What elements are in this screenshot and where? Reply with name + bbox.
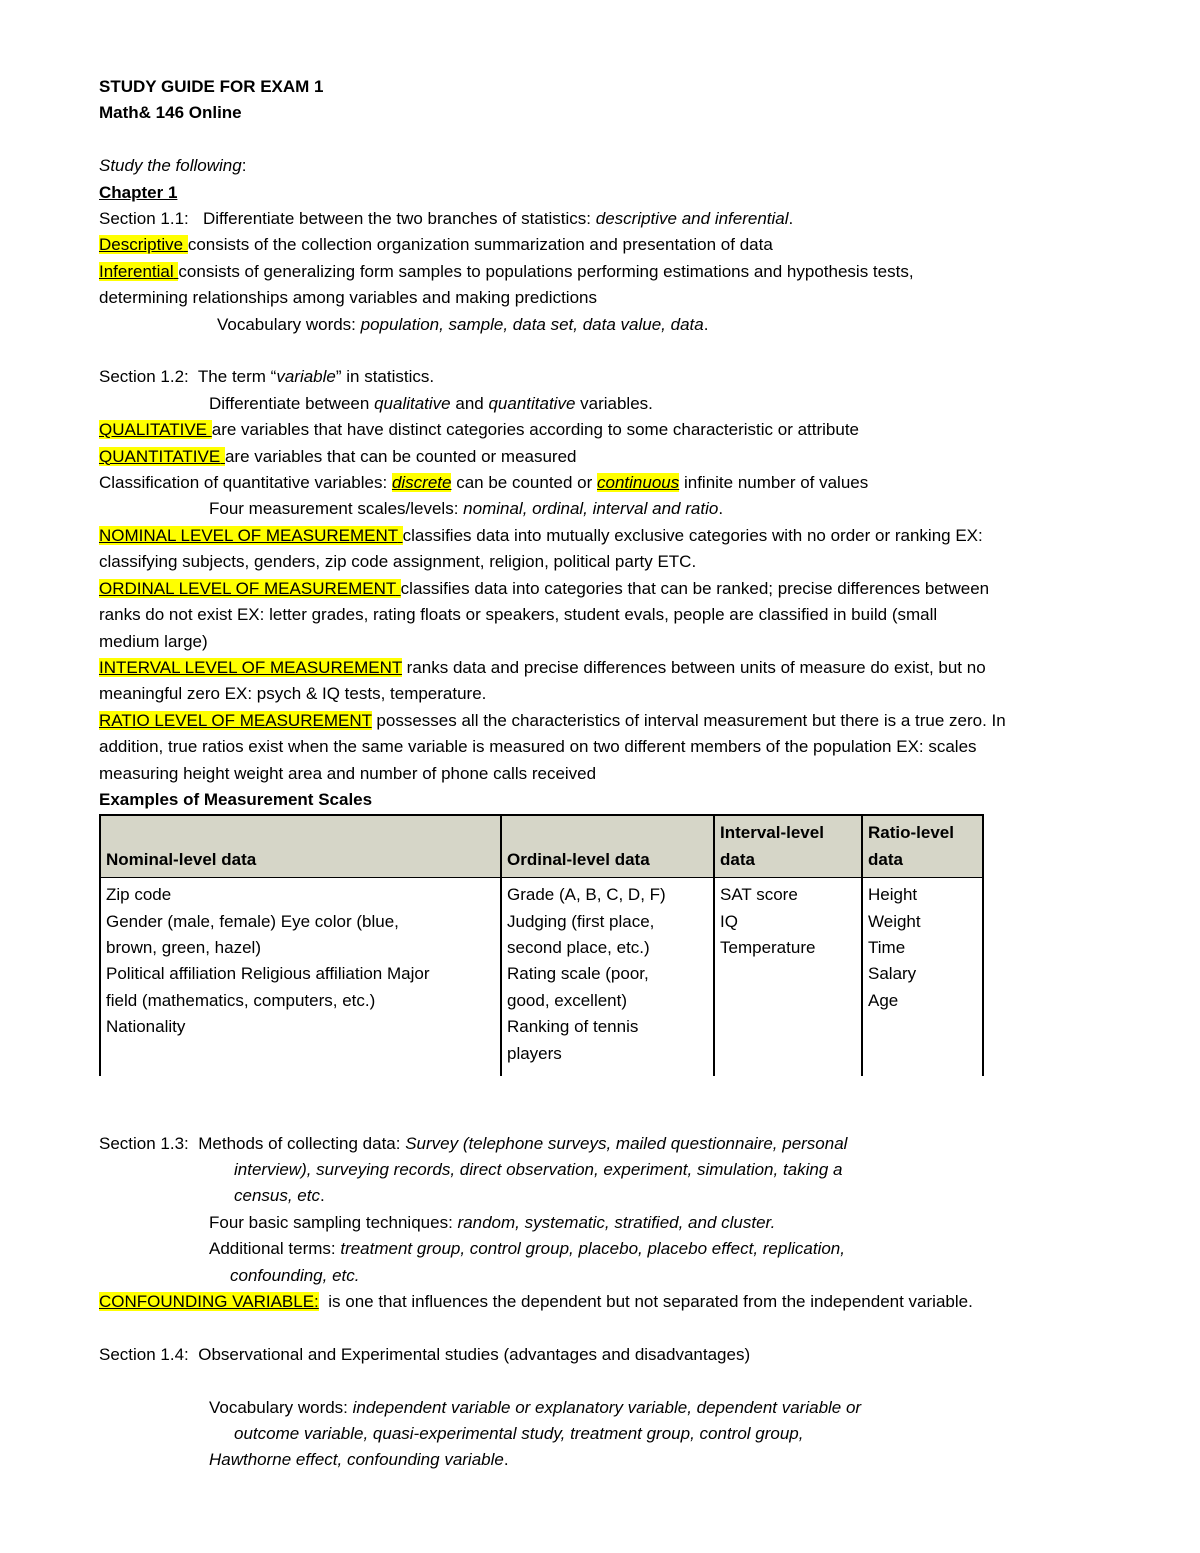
discrete-term: discrete [391,473,452,493]
inferential-term: Inferential [99,261,174,281]
measurement-scales-table [99,814,984,1076]
section-1-3-line: Section 1.3: Methods of collecting data: Survey (telephone surveys, mailed questionnaire, personal [99,1133,848,1153]
table-header-row [100,815,983,877]
ratio-term: RATIO LEVEL OF MEASUREMENT [99,710,372,730]
ordinal-definition-cont2: medium large) [99,631,208,651]
measurement-scales-line: Four measurement scales/levels: nominal, ordinal, interval and ratio. [209,499,724,519]
ratio-examples-cell: Height Weight Time Salary Age [862,878,983,1077]
table-header-ratio: Ratio-level data [862,815,983,877]
section-1-1-vocab: Vocabulary words: population, sample, data set, data value, data. [217,314,709,334]
section-1-2-line: Section 1.2: The term “variable” in statistics. [99,367,435,387]
sampling-techniques-line: Four basic sampling techniques: random, systematic, stratified, and cluster. [209,1212,776,1232]
table-caption: Examples of Measurement Scales [99,789,373,809]
quantitative-term: QUANTITATIVE [99,446,221,466]
table-header-ordinal: Ordinal-level data [501,815,714,877]
section-1-4-label: Section 1.4: [99,1344,189,1364]
inferential-definition-cont: determining relationships among variables and making predictions [99,288,597,308]
interval-definition: INTERVAL LEVEL OF MEASUREMENT ranks data and precise differences between units of measure do exist, but no [99,657,986,677]
intro-line: Study the following: [99,156,247,176]
descriptive-definition: Descriptive consists of the collection organization summarization and presentation of data [99,235,773,255]
confounding-definition: CONFOUNDING VARIABLE: is one that influences the dependent but not separated from the independent variable. [99,1291,973,1311]
section-1-2-differentiate: Differentiate between qualitative and quantitative variables. [209,393,653,413]
qualitative-term: QUALITATIVE [99,420,208,440]
section-1-4-vocab: Vocabulary words: independent variable or explanatory variable, dependent variable or [209,1397,862,1417]
qualitative-definition: QUALITATIVE are variables that have distinct categories according to some characteristic or attribute [99,420,860,440]
ratio-definition: RATIO LEVEL OF MEASUREMENT possesses all the characteristics of interval measurement but there is a true zero. In [99,710,1006,730]
interval-term: INTERVAL LEVEL OF MEASUREMENT [99,657,402,677]
section-1-1-label: Section 1.1: [99,209,189,229]
interval-examples-cell: SAT score IQ Temperature [714,878,862,1077]
inferential-definition: Inferential consists of generalizing form samples to populations performing estimations and hypothesis tests, [99,261,914,281]
section-1-3-methods-cont: interview), surveying records, direct observation, experiment, simulation, taking a [234,1159,843,1179]
interval-definition-cont: meaningful zero EX: psych & IQ tests, temperature. [99,684,487,704]
descriptive-term: Descriptive [99,235,184,255]
quantitative-definition: QUANTITATIVE are variables that can be counted or measured [99,446,577,466]
nominal-term: NOMINAL LEVEL OF MEASUREMENT [99,525,398,545]
ratio-definition-cont: addition, true ratios exist when the same variable is measured on two different members of the population EX: scales [99,737,977,757]
nominal-definition: NOMINAL LEVEL OF MEASUREMENT classifies data into mutually exclusive categories with no order or ranking EX: [99,525,983,545]
confounding-term: CONFOUNDING VARIABLE: [99,1291,319,1311]
section-1-3-methods-cont2: census, etc. [234,1186,325,1206]
nominal-examples-cell: Zip code Gender (male, female) Eye color (blue, brown, green, hazel) Political affiliation Religious affiliation Major field (mathematics, computers, etc.) Nationality [100,878,501,1077]
table-row [100,878,983,1077]
additional-terms-cont: confounding, etc. [230,1265,360,1285]
ordinal-examples-cell: Grade (A, B, C, D, F) Judging (first place, second place, etc.) Rating scale (poor, good, excellent) Ranking of tennis players [501,878,714,1077]
document-page [99,74,1139,1474]
course-name: Math& 146 Online [99,103,242,123]
table-header-nominal: Nominal-level data [100,815,501,877]
ratio-definition-cont2: measuring height weight area and number of phone calls received [99,763,597,783]
continuous-term: continuous [597,473,680,493]
section-1-4-vocab-cont: outcome variable, quasi-experimental study, treatment group, control group, [234,1423,804,1443]
section-1-4-line: Section 1.4: Observational and Experimental studies (advantages and disadvantages) [99,1344,751,1364]
additional-terms-line: Additional terms: treatment group, control group, placebo, placebo effect, replication, [209,1239,845,1259]
section-1-4-vocab-cont2: Hawthorne effect, confounding variable. [209,1450,509,1470]
nominal-definition-cont: classifying subjects, genders, zip code assignment, religion, political party ETC. [99,552,697,572]
ordinal-definition: ORDINAL LEVEL OF MEASUREMENT classifies data into categories that can be ranked; precise differences between [99,578,990,598]
chapter-heading: Chapter 1 [99,182,178,202]
ordinal-definition-cont: ranks do not exist EX: letter grades, rating floats or speakers, student evals, people are classified in build (small [99,605,938,625]
ordinal-term: ORDINAL LEVEL OF MEASUREMENT [99,578,396,598]
document-title: STUDY GUIDE FOR EXAM 1 [99,77,324,96]
section-1-3-label: Section 1.3: [99,1133,189,1153]
table-header-interval: Interval-level data [714,815,862,877]
section-1-2-label: Section 1.2: [99,367,189,387]
classification-line: Classification of quantitative variables: discrete can be counted or continuous infinite number of values [99,473,869,493]
section-1-1-line: Section 1.1: Differentiate between the two branches of statistics: descriptive and inferential. [99,209,794,229]
